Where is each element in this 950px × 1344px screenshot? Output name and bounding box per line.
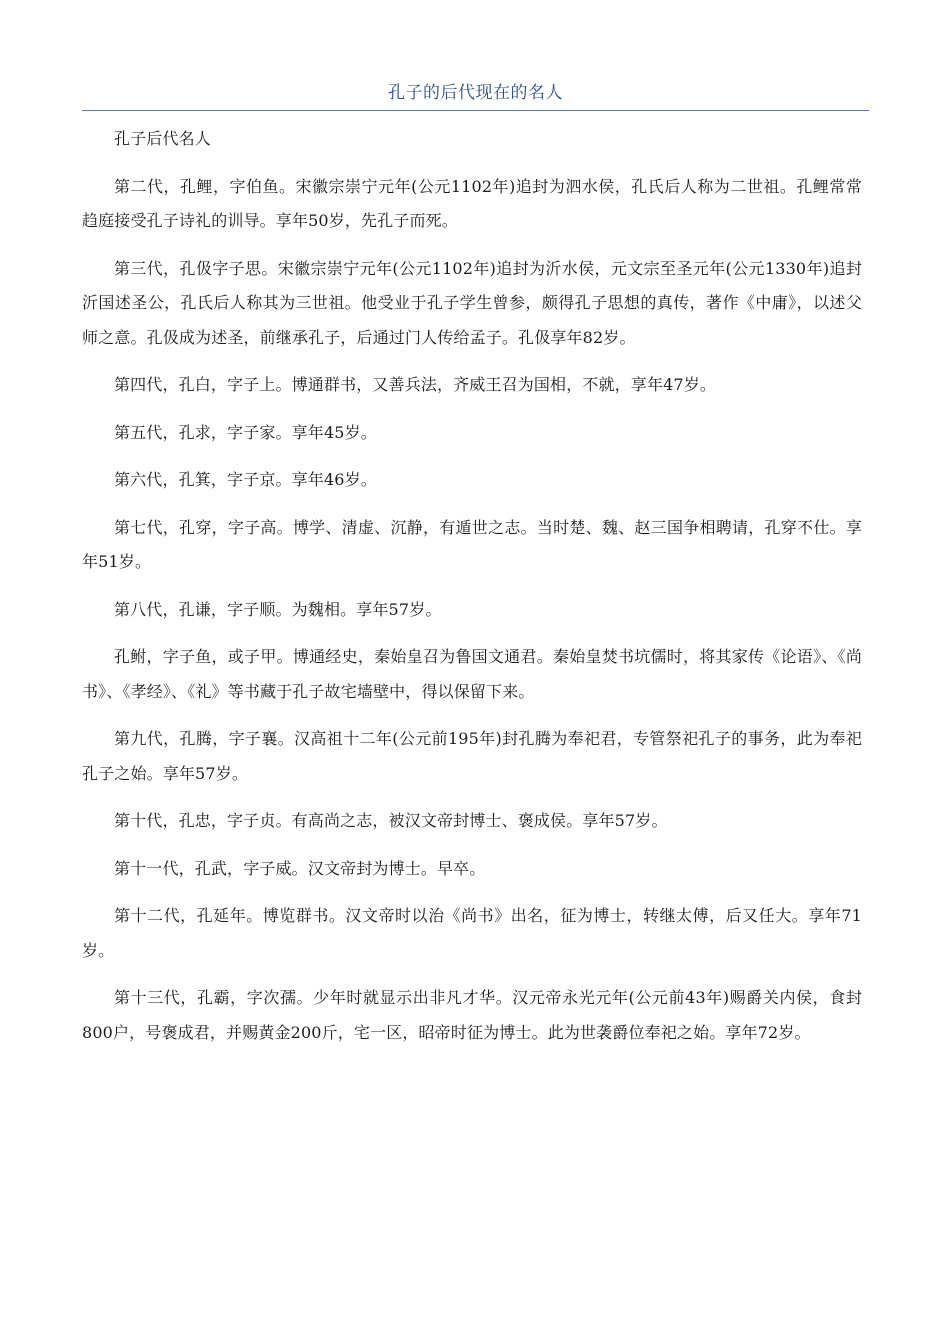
paragraph-generation-2: 第二代，孔鲤，字伯鱼。宋徽宗崇宁元年(公元1102年)追封为泗水侯，孔氏后人称为二世祖。孔鲤常常趋庭接受孔子诗礼的训导。享年50岁，先孔子而死。	[82, 176, 862, 230]
paragraph-generation-9: 第九代，孔腾，字子襄。汉高祖十二年(公元前195年)封孔腾为奉祀君，专管祭祀孔子的事务，此为奉祀孔子之始。享年57岁。	[82, 729, 862, 783]
paragraph-generation-5: 第五代，孔求，字子家。享年45岁。	[114, 422, 377, 442]
paragraph-generation-12: 第十二代，孔延年。博览群书。汉文帝时以治《尚书》出名，征为博士，转继太傅，后又任大。享年71岁。	[82, 906, 862, 960]
paragraph-generation-13: 第十三代，孔霸，字次孺。少年时就显示出非凡才华。汉元帝永光元年(公元前43年)赐爵关内侯，食封800户，号褒成君，并赐黄金200斤，宅一区，昭帝时征为博士。此为世袭爵位奉祀之始。享年72岁。	[82, 988, 862, 1042]
section-heading: 孔子后代名人	[114, 129, 211, 148]
paragraph-generation-7: 第七代，孔穿，字子高。博学、清虚、沉静，有遁世之志。当时楚、魏、赵三国争相聘请，孔穿不仕。享年51岁。	[82, 517, 862, 571]
document-body	[82, 122, 862, 1063]
paragraph-generation-10: 第十代，孔忠，字子贞。有高尚之志，被汉文帝封博士、褒成侯。享年57岁。	[114, 811, 668, 830]
paragraph-kong-fu: 孔鲋，字子鱼，或子甲。博通经史，秦始皇召为鲁国文通君。秦始皇焚书坑儒时，将其家传《论语》、《尚书》、《孝经》、《礼》等书藏于孔子故宅墙壁中，得以保留下来。	[82, 647, 862, 701]
page-header	[82, 80, 869, 111]
paragraph-generation-3: 第三代，孔伋字子思。宋徽宗崇宁元年(公元1102年)追封为沂水侯，元文宗至圣元年(公元1330年)追封沂国述圣公，孔氏后人称其为三世祖。他受业于孔子学生曾参，颇得孔子思想的真传，著作《中庸》，以述父师之意。孔伋成为述圣，前继承孔子，后通过门人传给孟子。孔伋享年82岁。	[82, 258, 862, 347]
document-title: 孔子的后代现在的名人	[388, 83, 563, 103]
paragraph-generation-11: 第十一代，孔武，字子威。汉文帝封为博士。早卒。	[114, 858, 486, 878]
paragraph-generation-6: 第六代，孔箕，字子京。享年46岁。	[114, 470, 377, 489]
paragraph-generation-4: 第四代，孔白，字子上。博通群书，又善兵法，齐威王召为国相，不就，享年47岁。	[114, 375, 717, 394]
paragraph-generation-8: 第八代，孔谦，字子顺。为魏相。享年57岁。	[114, 599, 442, 619]
